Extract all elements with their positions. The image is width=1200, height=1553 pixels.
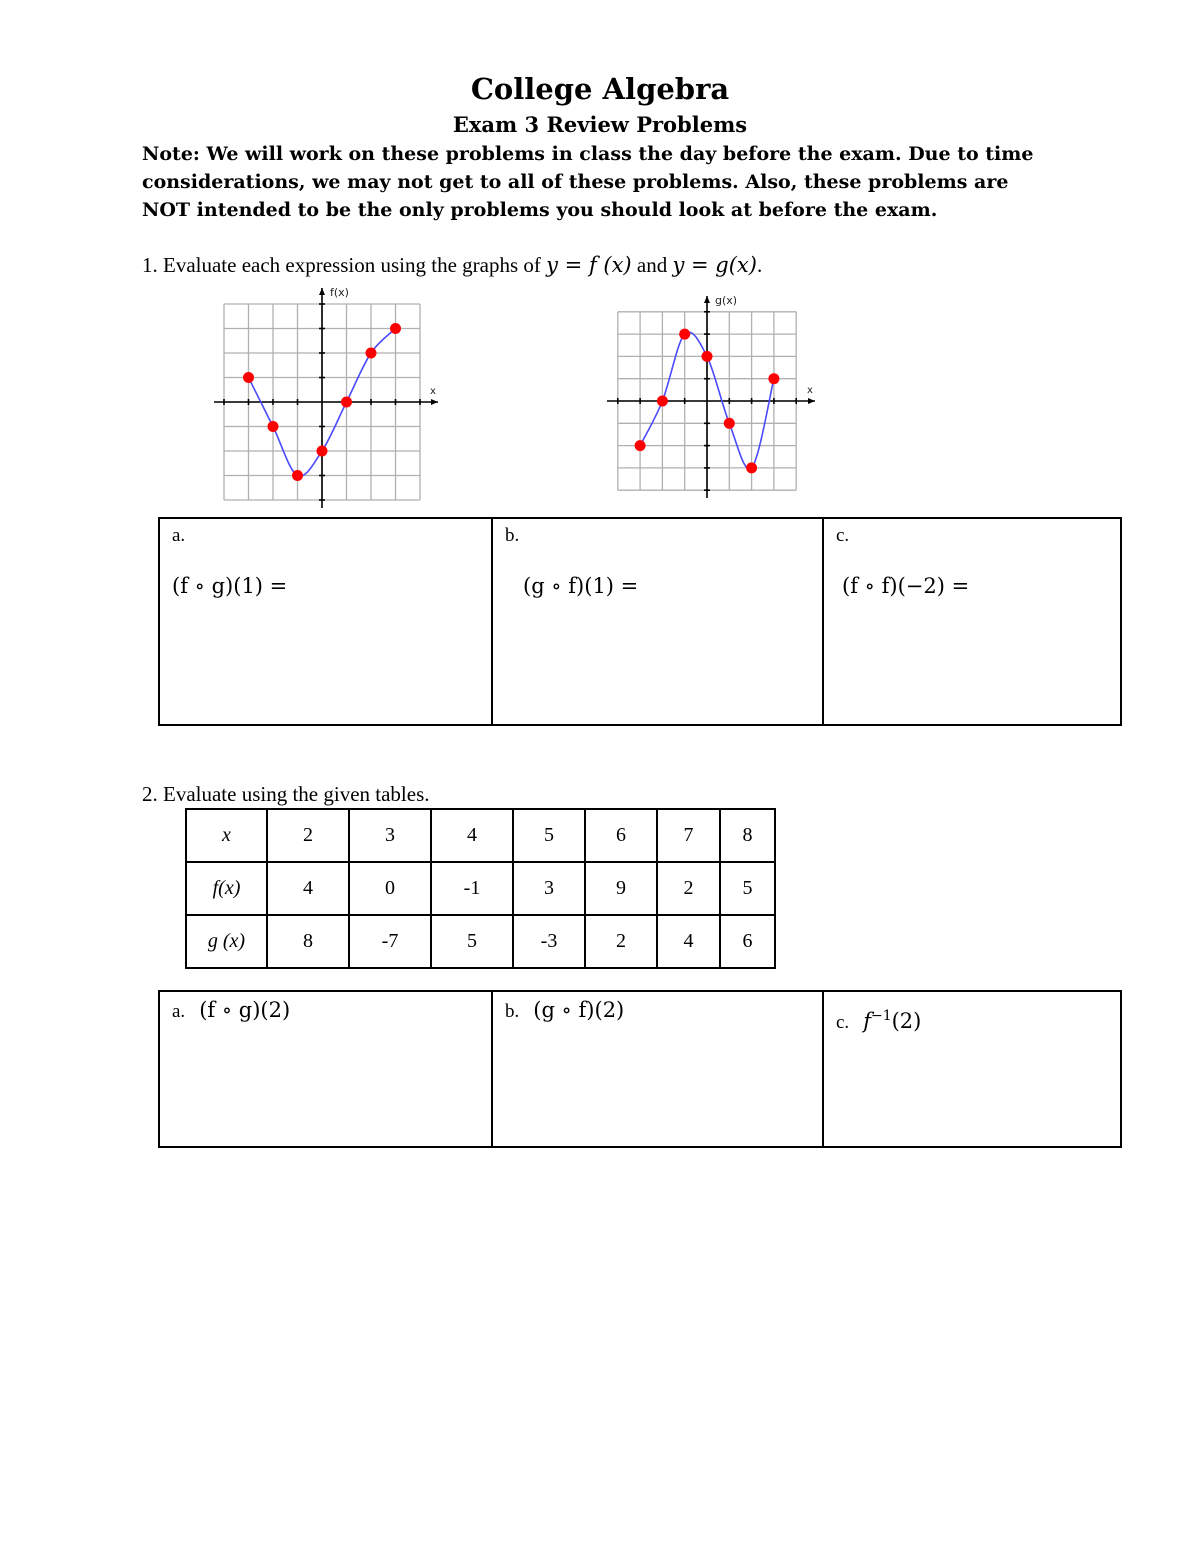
graph-f: [210, 284, 450, 514]
table-cell: -7: [349, 915, 431, 968]
answer-a-expression: (f ∘ g)(1) =: [172, 574, 288, 598]
graph-g-data-point: [746, 462, 757, 473]
table-cell: 5: [513, 809, 585, 862]
graph-f-data-point: [366, 348, 377, 359]
table-cell: f(x): [186, 862, 267, 915]
answer-a-expression: (f ∘ g)(2): [199, 998, 291, 1022]
graph-f-data-point: [243, 372, 254, 383]
problem-1-answer-b[interactable]: [492, 518, 823, 725]
graph-g-data-point: [635, 440, 646, 451]
graph-g-data-point: [724, 418, 735, 429]
table-cell: 6: [585, 809, 657, 862]
graph-g-data-point: [679, 329, 690, 340]
page-subtitle: Exam 3 Review Problems: [452, 112, 748, 137]
table-row-x: [186, 809, 775, 862]
table-cell: 4: [267, 862, 349, 915]
exam-note: Note: We will work on these problems in class the day before the exam. Due to time considerations, we may not get to all of these problems. Also, these problems are NOT intended to be the only problems you should look at before the exam.: [142, 143, 1034, 221]
answer-c-label: c.: [836, 525, 850, 546]
problem-1-prefix: 1. Evaluate each expression using the graphs of: [142, 253, 547, 277]
table-row-g: [186, 915, 775, 968]
table-cell: 3: [513, 862, 585, 915]
answer-a-label: a.: [172, 525, 186, 546]
problem-1-eq-f: y = f (x): [546, 253, 632, 277]
table-cell: 2: [657, 862, 720, 915]
table-cell: 7: [657, 809, 720, 862]
table-row-f: [186, 862, 775, 915]
problem-2-prompt: 2. Evaluate using the given tables.: [142, 782, 430, 806]
graph-g-data-point: [768, 373, 779, 384]
table-cell: 5: [431, 915, 513, 968]
problem-1-answer-a[interactable]: [159, 518, 492, 725]
table-cell: 4: [657, 915, 720, 968]
answer-c-expression: $f^{-1}(2)$: [863, 1008, 922, 1033]
table-cell: 2: [267, 809, 349, 862]
table-cell: 0: [349, 862, 431, 915]
graph-g-data-point: [657, 396, 668, 407]
problem-1-suffix: .: [756, 253, 763, 277]
answer-b-label: b. (g ∘ f)(2): [505, 998, 625, 1022]
graph-g: [605, 292, 825, 504]
table-cell: 2: [585, 915, 657, 968]
table-cell: -1: [431, 862, 513, 915]
answer-b-label: b.: [505, 525, 520, 546]
table-cell: 3: [349, 809, 431, 862]
graph-g-x-label: x: [807, 385, 813, 396]
graph-f-y-arrow: [319, 288, 325, 295]
answer-c-expression: (f ∘ f)(−2) =: [842, 574, 970, 598]
table-cell: 6: [720, 915, 775, 968]
graph-f-data-point: [390, 323, 401, 334]
problem-1-eq-g: y = g(x): [672, 253, 757, 277]
problem-1-answer-table: [158, 517, 1122, 726]
table-cell: 8: [267, 915, 349, 968]
problem-2-answer-a[interactable]: [159, 991, 492, 1147]
problem-1-answer-c[interactable]: [823, 518, 1121, 725]
table-cell: 5: [720, 862, 775, 915]
answer-b-expression: (g ∘ f)(1) =: [523, 574, 639, 598]
graph-g-y-arrow: [704, 296, 710, 303]
graph-f-y-label: f(x): [330, 286, 349, 299]
answer-a-label: a. (f ∘ g)(2): [172, 998, 291, 1022]
problem-2-answer-table: [158, 990, 1122, 1148]
graph-f-data-point: [268, 421, 279, 432]
graph-f-x-label: x: [430, 386, 436, 397]
problem-2-answer-c[interactable]: [823, 991, 1121, 1147]
graph-g-x-arrow: [808, 398, 815, 404]
table-cell: -3: [513, 915, 585, 968]
problem-1-mid: and: [631, 253, 673, 277]
graph-g-y-label: g(x): [715, 294, 738, 307]
problem-1-prompt: [142, 253, 762, 278]
table-cell: 9: [585, 862, 657, 915]
table-cell: 8: [720, 809, 775, 862]
graph-f-data-point: [341, 397, 352, 408]
table-cell: x: [186, 809, 267, 862]
table-cell: 4: [431, 809, 513, 862]
table-cell: g (x): [186, 915, 267, 968]
graph-g-data-point: [702, 351, 713, 362]
graph-f-x-arrow: [431, 399, 438, 405]
function-values-table: [185, 808, 776, 969]
answer-b-expression: (g ∘ f)(2): [533, 998, 625, 1022]
graph-f-data-point: [292, 470, 303, 481]
graph-f-data-point: [317, 446, 328, 457]
page-title: College Algebra: [470, 72, 730, 106]
problem-2-answer-b[interactable]: [492, 991, 823, 1147]
answer-c-label: c. $f^{-1}(2)$: [836, 1008, 922, 1033]
